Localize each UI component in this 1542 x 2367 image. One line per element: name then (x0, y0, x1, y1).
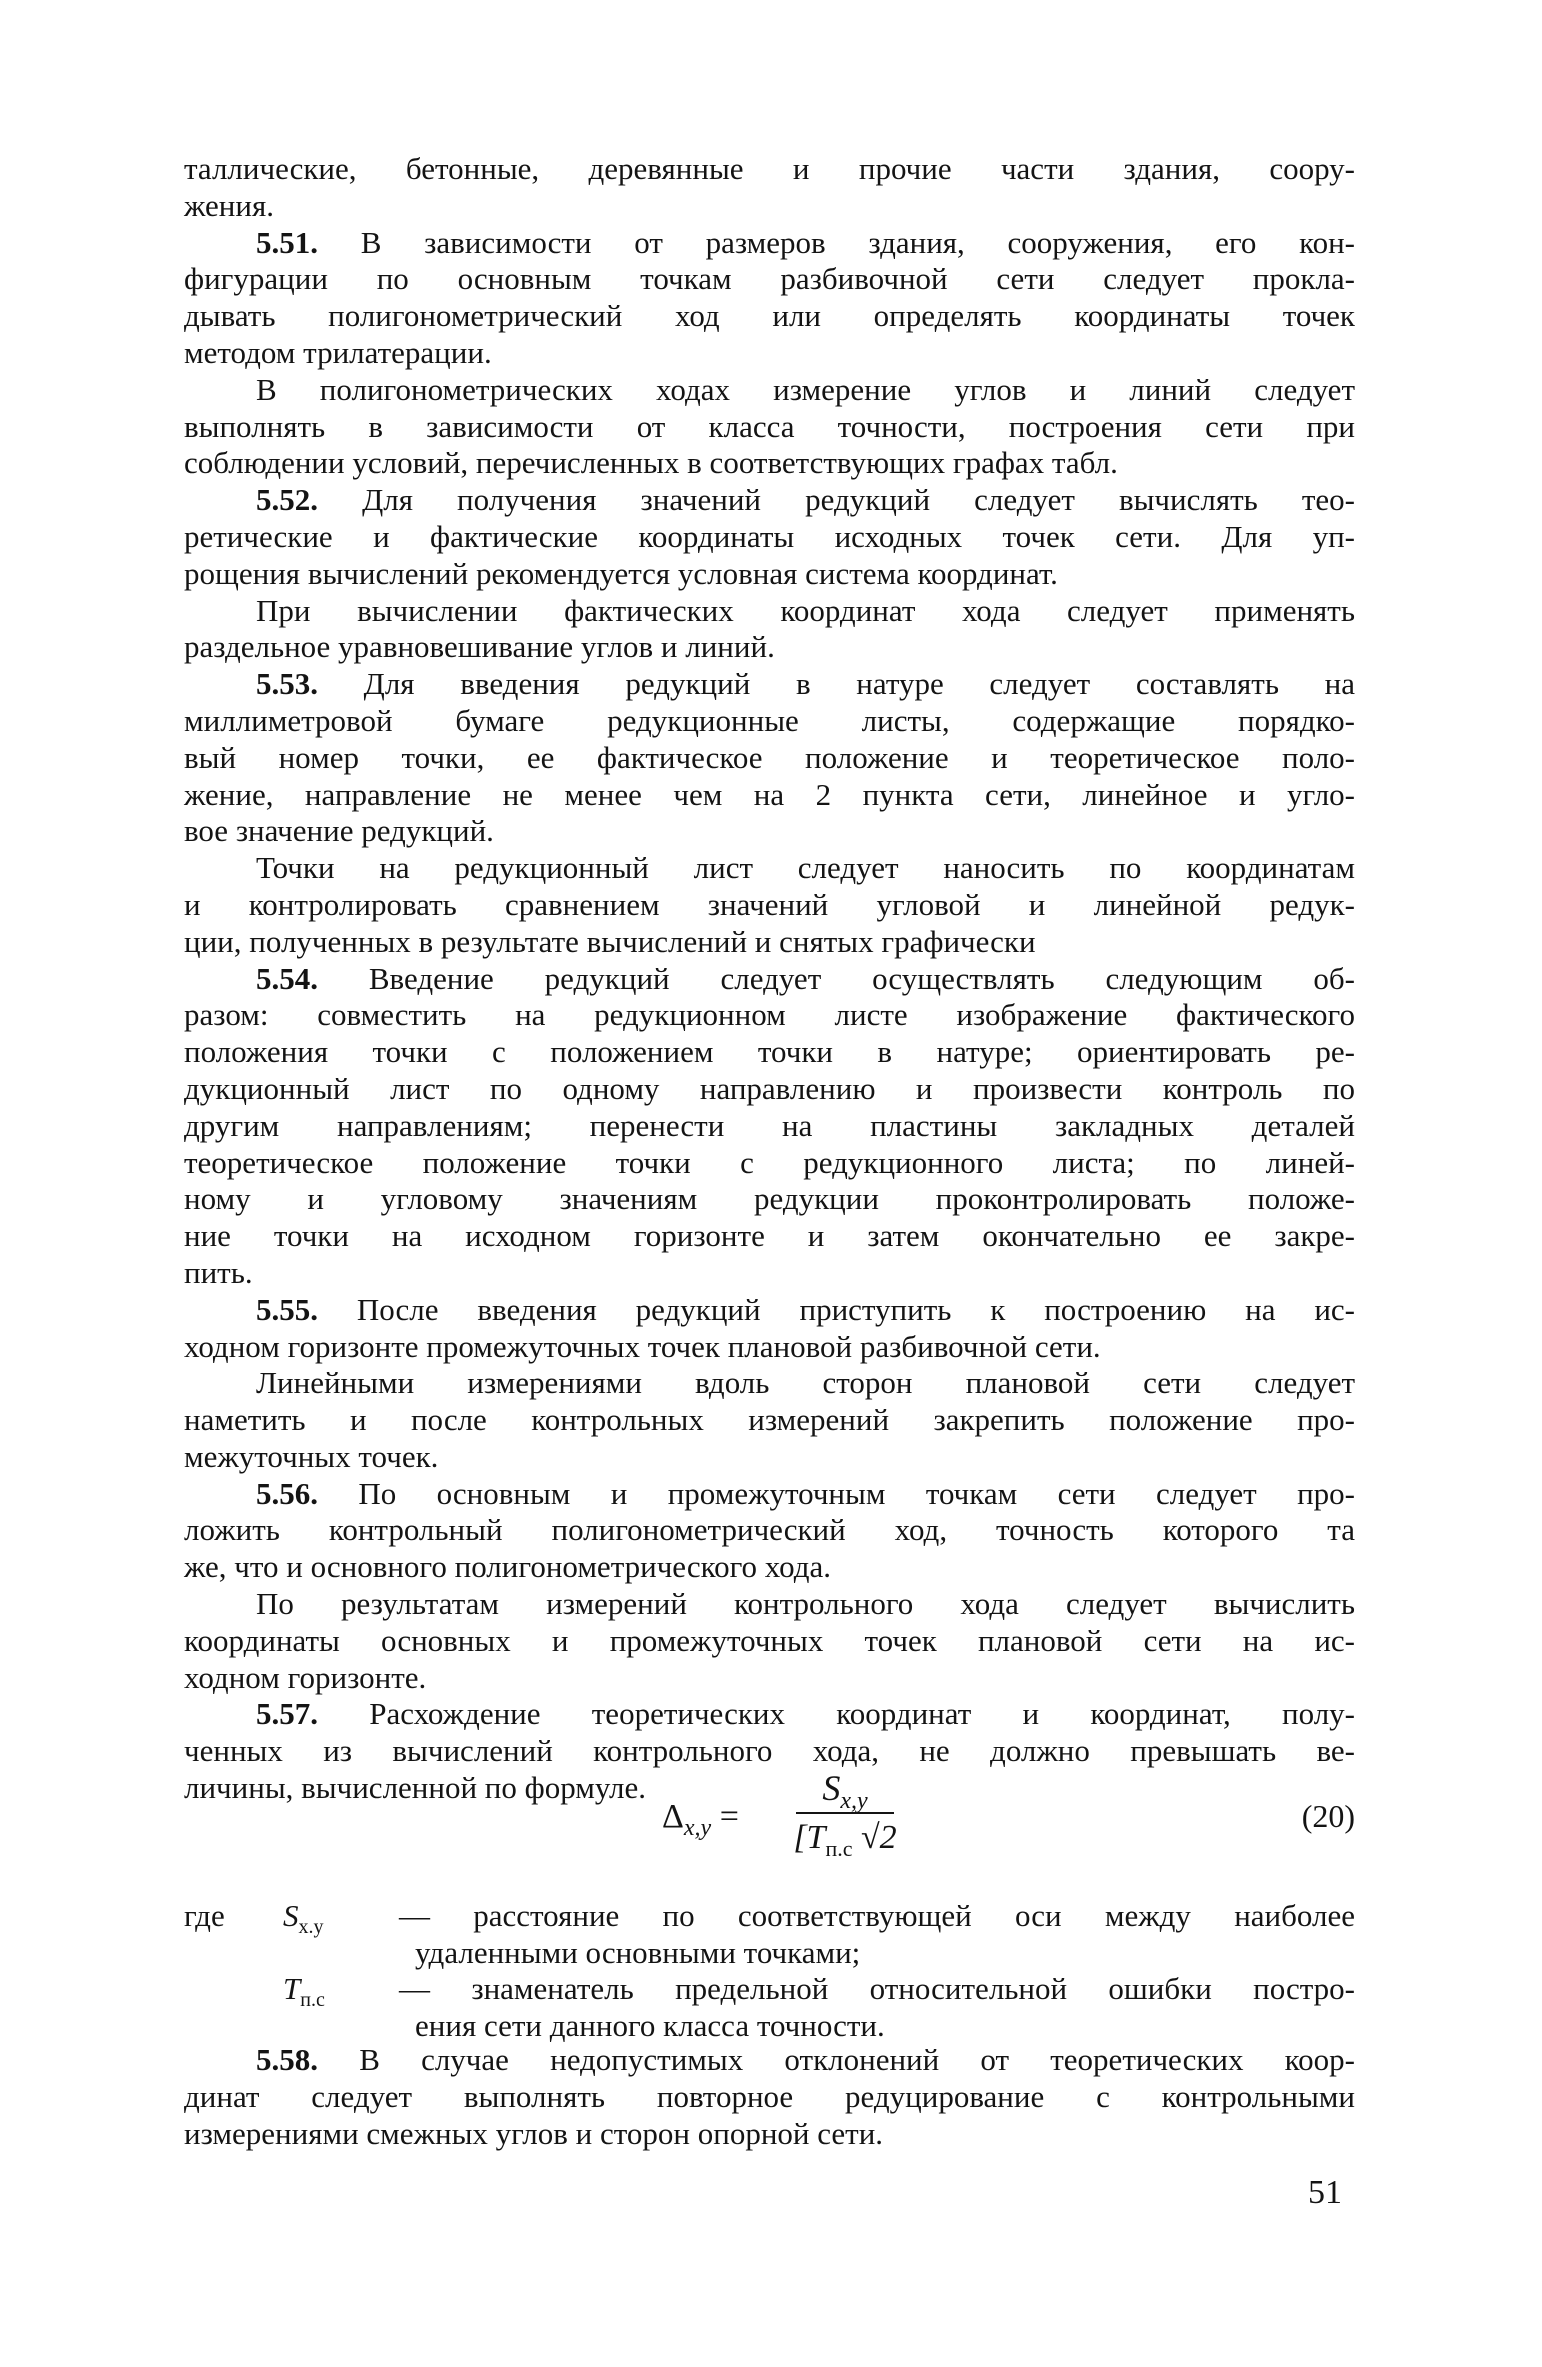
equals-sign: = (711, 1798, 739, 1835)
line-text: другим направлениям; перенести на пластины закладных деталей (184, 1107, 1355, 1143)
line-text: ние точки на исходном горизонте и затем окончательно ее закре- (184, 1218, 1355, 1254)
text-line (184, 409, 1355, 446)
paragraph-5-58 (184, 2042, 1355, 2152)
line-text: В полигонометрических ходах измерение углов и линий следует (256, 371, 1355, 407)
symbol-subscript: п.с (300, 1989, 325, 2012)
line-text: Линейными измерениями вдоль сторон плановой сети следует (256, 1365, 1355, 1401)
definition-text: удаленными основными точками; (415, 1934, 861, 1970)
denominator-tail: √2 (852, 1819, 897, 1856)
text-line (184, 593, 1355, 630)
text-line (184, 1365, 1355, 1402)
text-line (184, 1549, 1355, 1586)
text-line (184, 1292, 1355, 1329)
paragraph (184, 482, 1355, 592)
line-text: ходном горизонте промежуточных точек плановой разбивочной сети. (184, 1328, 1101, 1364)
paragraph (184, 1292, 1355, 1366)
definition-text: — знаменатель предельной относительной ошибки постро- (399, 1971, 1355, 2006)
line-text: После введения редукций приступить к построению на ис- (318, 1291, 1355, 1327)
line-text: ному и угловому значениям редукции проконтролировать положе- (184, 1181, 1355, 1217)
text-line (184, 1439, 1355, 1476)
paragraph (184, 961, 1355, 1292)
line-text: личины, вычисленной по формуле. (184, 1770, 647, 1806)
section-number: 5.58. (256, 2042, 318, 2077)
formula-lhs (662, 1798, 739, 1842)
line-text: В случае недопустимых отклонений от теоретических коор- (318, 2042, 1355, 2077)
text-line (184, 445, 1355, 482)
section-number: 5.57. (256, 1696, 318, 1732)
text-line (184, 1512, 1355, 1549)
text-line (184, 740, 1355, 777)
paragraph (184, 1476, 1355, 1586)
paragraph (184, 593, 1355, 667)
text-line (184, 261, 1355, 298)
denominator-symbol: [T (793, 1819, 826, 1856)
line-text: дывать полигонометрический ход или определять координаты точек (184, 298, 1355, 334)
text-line (184, 703, 1355, 740)
line-text: По основным и промежуточным точкам сети следует про- (318, 1475, 1355, 1511)
line-text: жение, направление не менее чем на 2 пункта сети, линейное и угло- (184, 776, 1355, 812)
section-number: 5.53. (256, 666, 318, 702)
text-line (184, 1660, 1355, 1697)
text-line (184, 1255, 1355, 1292)
text-line (184, 1181, 1355, 1218)
paragraph (184, 1365, 1355, 1475)
text-line (184, 1034, 1355, 1071)
line-text: Введение редукций следует осуществлять следующим об- (318, 960, 1355, 996)
text-line (184, 482, 1355, 519)
text-line (184, 188, 1355, 225)
definition-line (184, 1935, 1355, 1972)
text-line (184, 372, 1355, 409)
text-line (184, 629, 1355, 666)
text-line (184, 1402, 1355, 1439)
denominator (790, 1814, 900, 1862)
line-text: ложить контрольный полигонометрический ход, точность которого та (184, 1512, 1355, 1548)
line-text: координаты основных и промежуточных точек плановой сети на ис- (184, 1622, 1355, 1658)
line-text: измерениями смежных углов и сторон опорной сети. (184, 2115, 884, 2151)
delta-symbol: Δ (662, 1798, 684, 1835)
line-text: разом: совместить на редукционном листе изображение фактического (184, 997, 1355, 1033)
text-line (184, 1623, 1355, 1660)
line-text: положения точки с положением точки в натуре; ориентировать ре- (184, 1034, 1355, 1070)
paragraph (184, 850, 1355, 960)
line-text: дукционный лист по одному направлению и произвести контроль по (184, 1070, 1355, 1106)
line-text: теоретическое положение точки с редукционного листа; по линей- (184, 1144, 1355, 1180)
formula-20 (0, 1760, 1542, 1880)
text-line (184, 225, 1355, 262)
line-text: Для получения значений редукций следует вычислять тео- (318, 482, 1355, 518)
text-line (184, 2116, 1355, 2153)
section-number: 5.55. (256, 1291, 318, 1327)
text-line (184, 961, 1355, 998)
text-line (184, 1696, 1355, 1733)
symbol-subscript: x.y (298, 1916, 324, 1939)
line-text: ходном горизонте. (184, 1659, 427, 1695)
text-line (184, 887, 1355, 924)
text-line (184, 924, 1355, 961)
paragraph (184, 372, 1355, 482)
definition-line (184, 2008, 1355, 2045)
line-text: ретические и фактические координаты исходных точек сети. Для уп- (184, 518, 1355, 554)
line-text: При вычислении фактических координат хода следует применять (256, 592, 1355, 628)
line-text: методом трилатерации. (184, 334, 492, 370)
body-text (184, 151, 1355, 1807)
line-text: ции, полученных в результате вычислений и снятых графически (184, 923, 1036, 959)
paragraph (184, 225, 1355, 372)
symbol: S (283, 1898, 299, 1933)
line-text: Расхождение теоретических координат и координат, полу- (318, 1696, 1355, 1732)
text-line (184, 1108, 1355, 1145)
text-line (184, 1071, 1355, 1108)
text-line (184, 813, 1355, 850)
definition-line (184, 1898, 1355, 1939)
equation-number: (20) (1301, 1798, 1355, 1834)
line-text: Для введения редукций в натуре следует составлять на (318, 666, 1355, 702)
line-text: миллиметровой бумаге редукционные листы, содержащие порядко- (184, 702, 1355, 738)
numerator-symbol: S (822, 1768, 841, 1808)
denominator-subscript: п.с (825, 1835, 853, 1861)
text-line (184, 1329, 1355, 1366)
line-text: соблюдении условий, перечисленных в соответствующих графах табл. (184, 445, 1118, 481)
text-line (184, 151, 1355, 188)
line-text: Точки на редукционный лист следует наносить по координатам (256, 850, 1355, 886)
line-text: выполнять в зависимости от класса точности, построения сети при (184, 408, 1355, 444)
line-text: рощения вычислений рекомендуется условная система координат. (184, 555, 1058, 591)
numerator-subscript: x,y (840, 1788, 868, 1815)
where-definitions (184, 1898, 1355, 2044)
text-line (184, 1586, 1355, 1623)
numerator (790, 1764, 900, 1815)
line-text: наметить и после контрольных измерений закрепить положение про- (184, 1402, 1355, 1438)
text-line (184, 1476, 1355, 1513)
section-number: 5.56. (256, 1475, 318, 1511)
line-text: фигурации по основным точкам разбивочной сети следует прокла- (184, 261, 1355, 297)
text-line (184, 1145, 1355, 1182)
line-text: и контролировать сравнением значений угловой и линейной редук- (184, 886, 1355, 922)
line-text: вый номер точки, ее фактическое положение и теоретическое поло- (184, 739, 1355, 775)
where-label: где (184, 1898, 225, 1933)
text-line (184, 519, 1355, 556)
definition-text: — расстояние по соответствующей оси между наиболее (399, 1898, 1355, 1933)
line-text: По результатам измерений контрольного хода следует вычислить (256, 1586, 1355, 1622)
text-line (184, 777, 1355, 814)
line-text: пить. (184, 1254, 253, 1290)
section-number: 5.51. (256, 224, 318, 260)
line-text: жения. (184, 187, 274, 223)
definition-line (184, 1971, 1355, 2012)
text-line (184, 850, 1355, 887)
text-line (184, 298, 1355, 335)
line-text: динат следует выполнять повторное редуцирование с контрольными (184, 2078, 1355, 2114)
line-text: межуточных точек. (184, 1438, 439, 1474)
line-text: ченных из вычислений контрольного хода, не должно превышать ве- (184, 1733, 1355, 1769)
text-line (184, 997, 1355, 1034)
text-line (184, 2042, 1355, 2079)
paragraph (184, 1586, 1355, 1696)
text-line (184, 556, 1355, 593)
text-line (184, 2079, 1355, 2116)
formula-fraction (790, 1764, 900, 1862)
line-text: же, что и основного полигонометрического хода. (184, 1549, 831, 1585)
text-line (184, 335, 1355, 372)
paragraph (184, 666, 1355, 850)
delta-subscript: x,y (683, 1814, 712, 1841)
text-line (184, 666, 1355, 703)
line-text: вое значение редукций. (184, 813, 494, 849)
page-number: 51 (1308, 2174, 1342, 2211)
line-text: раздельное уравновешивание углов и линий. (184, 629, 775, 665)
line-text: В зависимости от размеров здания, сооружения, его кон- (318, 224, 1355, 260)
text-line (184, 1218, 1355, 1255)
line-text: таллические, бетонные, деревянные и прочие части здания, соору- (184, 151, 1355, 186)
section-number: 5.54. (256, 960, 318, 996)
paragraph (184, 151, 1355, 225)
definition-text: ения сети данного класса точности. (415, 2007, 885, 2043)
symbol: T (283, 1971, 301, 2006)
section-number: 5.52. (256, 482, 318, 518)
